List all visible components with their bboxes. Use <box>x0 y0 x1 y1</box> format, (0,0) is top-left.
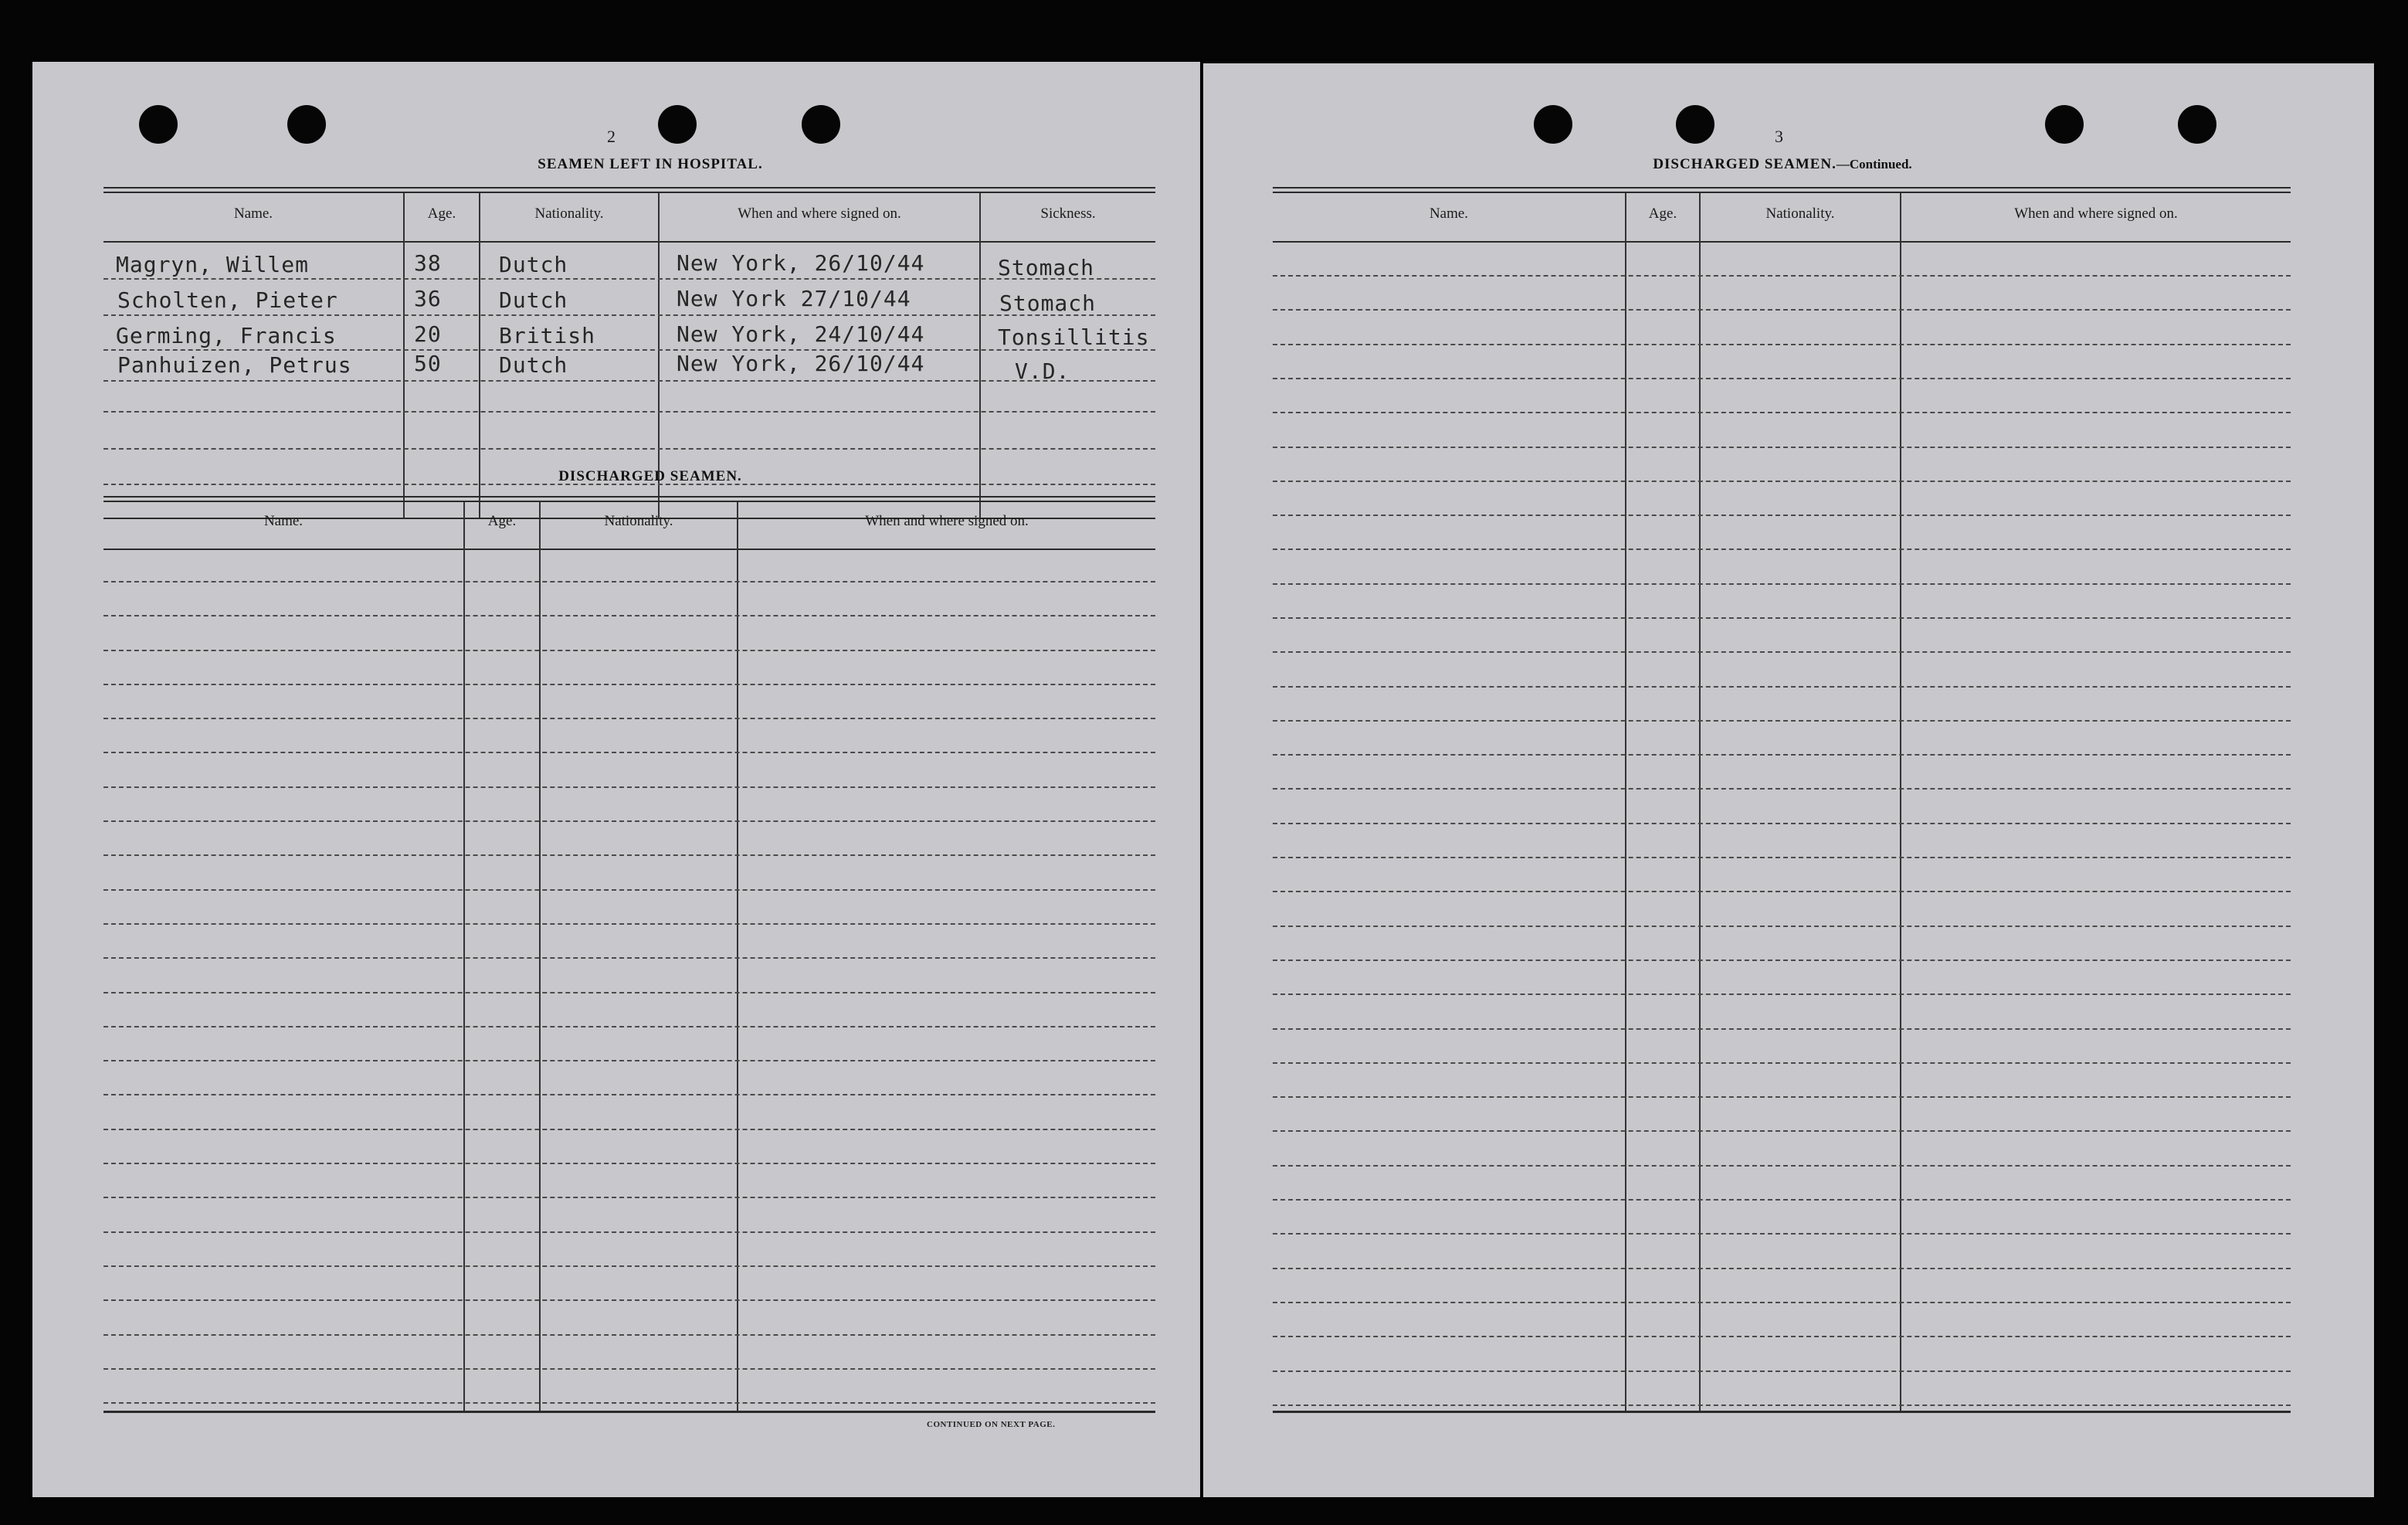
table-bottom-rule <box>103 1411 1155 1413</box>
row-line <box>1273 1062 2291 1064</box>
header-rule <box>1273 241 2291 243</box>
row-line <box>103 752 1155 753</box>
row-line <box>103 684 1155 685</box>
col-header-age: Age. <box>1648 205 1677 222</box>
table-top-rule <box>103 501 1155 502</box>
table-top-rule <box>1273 187 2291 189</box>
hospital-name: Scholten, Pieter <box>117 287 338 313</box>
row-line <box>1273 754 2291 756</box>
punch-hole <box>802 105 840 144</box>
column-divider <box>737 502 738 1411</box>
column-divider <box>1900 193 1901 1411</box>
continued-note: CONTINUED ON NEXT PAGE. <box>927 1420 1056 1429</box>
hospital-section-title: SEAMEN LEFT IN HOSPITAL. <box>538 156 763 172</box>
punch-hole <box>287 105 326 144</box>
row-line <box>103 650 1155 651</box>
punch-hole <box>658 105 697 144</box>
row-line <box>1273 959 2291 961</box>
hospital-nationality: Dutch <box>499 252 568 277</box>
page-number: 3 <box>1775 127 1783 146</box>
row-line <box>103 889 1155 891</box>
row-line <box>103 581 1155 582</box>
row-line <box>1273 344 2291 345</box>
row-line <box>1273 515 2291 516</box>
col-header-signed-on: When and where signed on. <box>865 513 1029 529</box>
row-line <box>1273 1233 2291 1235</box>
hospital-sickness: Tonsillitis <box>998 324 1150 350</box>
row-line <box>103 1402 1155 1404</box>
row-line <box>103 1060 1155 1061</box>
row-line <box>103 718 1155 719</box>
row-line <box>1273 993 2291 995</box>
row-line <box>103 820 1155 822</box>
row-line <box>103 1197 1155 1198</box>
row-line <box>103 1265 1155 1267</box>
row-line <box>1273 651 2291 653</box>
table-top-rule <box>103 187 1155 189</box>
row-line <box>1273 1199 2291 1201</box>
row-line <box>103 1231 1155 1233</box>
col-header-age: Age. <box>427 205 456 222</box>
header-rule <box>103 241 1155 243</box>
hospital-sickness: Stomach <box>999 290 1097 316</box>
hospital-age: 38 <box>414 250 442 276</box>
punch-hole <box>2178 105 2216 144</box>
row-line <box>1273 617 2291 619</box>
row-line <box>1273 1268 2291 1269</box>
hospital-age: 36 <box>414 286 442 311</box>
row-line <box>103 923 1155 925</box>
row-line <box>103 1368 1155 1370</box>
hospital-name: Germing, Francis <box>116 323 337 348</box>
row-line <box>103 1299 1155 1301</box>
hospital-signed-on: New York, 26/10/44 <box>677 250 925 276</box>
row-line <box>1273 686 2291 688</box>
row-line <box>1273 891 2291 892</box>
row-line <box>1273 481 2291 482</box>
row-line <box>103 1026 1155 1027</box>
row-line <box>103 615 1155 616</box>
col-header-name: Name. <box>263 513 304 529</box>
column-divider <box>1625 193 1626 1411</box>
col-header-age: Age. <box>487 513 517 529</box>
row-line <box>1273 412 2291 413</box>
row-line <box>1273 926 2291 927</box>
col-header-name: Name. <box>1429 205 1469 222</box>
row-line <box>103 786 1155 788</box>
punch-hole <box>2045 105 2084 144</box>
row-line <box>103 854 1155 856</box>
header-rule <box>103 549 1155 550</box>
row-line <box>103 448 1155 450</box>
table-bottom-rule <box>1273 1411 2291 1413</box>
hospital-nationality: Dutch <box>499 352 568 378</box>
hospital-sickness: V.D. <box>1015 358 1070 384</box>
row-line <box>103 1163 1155 1164</box>
hospital-name: Panhuizen, Petrus <box>117 352 352 378</box>
col-header-nationality: Nationality. <box>534 205 604 222</box>
hospital-name: Magryn, Willem <box>116 252 310 277</box>
row-line <box>1273 1302 2291 1303</box>
hospital-age: 20 <box>414 321 442 347</box>
row-line <box>1273 1165 2291 1167</box>
row-line <box>1273 720 2291 722</box>
col-header-signed-on: When and where signed on. <box>2014 205 2178 222</box>
table-top-rule <box>103 192 1155 193</box>
row-line <box>1273 378 2291 379</box>
col-header-sickness: Sickness. <box>1040 205 1096 222</box>
row-line <box>103 992 1155 993</box>
hospital-signed-on: New York, 26/10/44 <box>677 351 925 376</box>
row-line <box>1273 788 2291 790</box>
hospital-nationality: British <box>499 323 596 348</box>
column-divider <box>539 502 541 1411</box>
row-line <box>1273 309 2291 311</box>
punch-hole <box>1676 105 1714 144</box>
punch-hole <box>1534 105 1572 144</box>
hospital-nationality: Dutch <box>499 287 568 313</box>
row-line <box>103 411 1155 413</box>
row-line <box>103 1129 1155 1130</box>
row-line <box>1273 275 2291 277</box>
col-header-nationality: Nationality. <box>604 513 673 529</box>
row-line <box>1273 1370 2291 1372</box>
discharged-section-title: DISCHARGED SEAMEN. <box>558 468 742 484</box>
row-line <box>1273 1336 2291 1337</box>
row-line <box>1273 1096 2291 1098</box>
row-line <box>1273 583 2291 585</box>
column-divider <box>979 193 981 518</box>
punch-hole <box>139 105 178 144</box>
column-divider <box>403 193 405 518</box>
table-top-rule <box>103 496 1155 498</box>
row-line <box>1273 1028 2291 1030</box>
col-header-signed-on: When and where signed on. <box>738 205 901 222</box>
row-line <box>1273 857 2291 858</box>
hospital-age: 50 <box>414 351 442 376</box>
right-page <box>1203 63 2374 1497</box>
row-line <box>1273 1130 2291 1132</box>
row-line <box>1273 1404 2291 1406</box>
row-line <box>103 1334 1155 1336</box>
hospital-sickness: Stomach <box>998 255 1095 280</box>
row-line <box>1273 447 2291 448</box>
hospital-signed-on: New York 27/10/44 <box>677 286 911 311</box>
left-page <box>32 62 1200 1497</box>
col-header-nationality: Nationality. <box>1765 205 1835 222</box>
col-header-name: Name. <box>233 205 273 222</box>
hospital-signed-on: New York, 24/10/44 <box>677 321 925 347</box>
page-number: 2 <box>607 127 616 146</box>
discharged-continued-title: DISCHARGED SEAMEN.—Continued. <box>1653 156 1912 172</box>
row-line <box>1273 823 2291 824</box>
row-line <box>103 957 1155 959</box>
column-divider <box>463 502 465 1411</box>
column-divider <box>1699 193 1701 1411</box>
row-line <box>1273 549 2291 550</box>
table-top-rule <box>1273 192 2291 193</box>
row-line <box>103 1094 1155 1095</box>
row-line <box>103 380 1155 382</box>
row-line <box>103 314 1155 316</box>
